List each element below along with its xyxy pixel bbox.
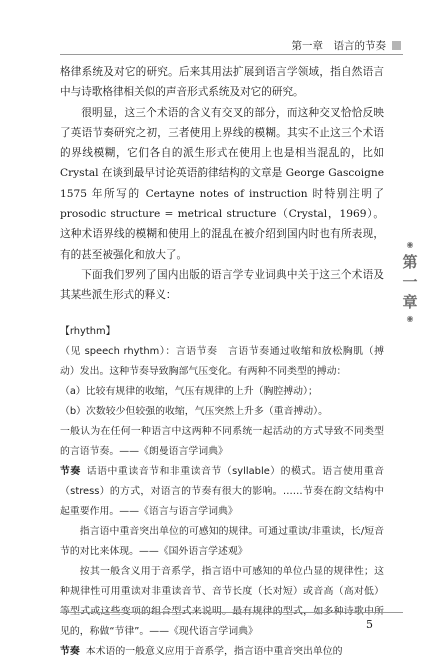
entry-definition-1: （见 speech rhythm）：言语节奏 言语节奏通过收缩和放松胸肌（搏动）发出。这种节奏导致胸部气压变化。有两种不同类型的搏动： — [60, 345, 384, 377]
footer-divider — [60, 612, 403, 613]
side-tab-top-dot-icon: ◉ — [406, 240, 414, 249]
dictionary-excerpt — [60, 322, 384, 662]
entry-definition-2-text: 话语中重读音节和非重读音节（syllable）的模式。语言使用重音（stress）的方式，对语言的节奏有很大的影响。……节奏在韵文结构中起重要作用。——《语言与语言学词典》 — [60, 465, 384, 517]
side-tab-char-1: 第 — [402, 253, 418, 271]
header-divider — [60, 54, 403, 55]
entry-definition-2 — [60, 462, 384, 522]
entry-definition-3: 指言语中重音突出单位的可感知的规律。可通过重读/非重读，长/短音节的对比来体现。——《国外语言学述观》 — [60, 525, 384, 557]
side-tab-char-3: 章 — [402, 293, 418, 311]
running-header — [292, 38, 402, 53]
page-number: 5 — [366, 618, 373, 631]
chapter-side-tab — [400, 238, 420, 326]
paragraph-3: 下面我们罗列了国内出版的语言学专业词典中关于这三个术语及其某些派生形式的释义： — [60, 268, 384, 302]
entry-term: 节奏 — [60, 465, 81, 477]
side-tab-char-2: 一 — [402, 273, 418, 291]
entry-definition-1b: （b）次数较少但较强的收缩，气压突然上升多（重音搏动）。 — [60, 405, 328, 417]
entry-term-2: 节奏 — [60, 645, 80, 657]
entry-definition-4: 按其一般含义用于音系学，指言语中可感知的单位凸显的规律性；这种规律性可用重读对非重读音节、音节长度（长对短）或音高（高对低） 见的，称做“节律”。——《现代语言学词典》 — [60, 565, 384, 637]
entry-definition-5-text: 本术语的一般意义应用于音系学，指言语中重音突出单位的 — [85, 645, 343, 657]
page-body — [60, 62, 384, 662]
header-square-icon — [392, 41, 401, 50]
entry-headword: 【rhythm】 — [60, 325, 116, 337]
side-tab-bottom-dot-icon: ◉ — [406, 314, 414, 323]
paragraph-2 — [60, 103, 384, 265]
entry-definition-1a: （a）比较有规律的收缩，气压有规律的上升（胸腔搏动）； — [60, 385, 318, 397]
running-title: 第一章 语言的节奏 — [291, 40, 386, 52]
entry-definition-1c: 一般认为在任何一种语言中这两种不同系统一起活动的方式导致不同类型的言语节奏。——《朗曼语言学词典》 — [60, 425, 384, 457]
paragraph-2-text: 很明显，这三个术语的含义有交叉的部分，而这种交叉恰恰反映了英语节奏研究之初，三者使用上界线的模糊。其实不止这三个术语的界线模糊，它们各自的派生形式在使用上也是相当混乱的，比如 Crystal 在谈到最早讨论英语韵律结构的文章是 George Gascoigne 1575 年所写的 Certayne notes of instruction 时特别注明了 prosodic structure = metrical structure（Crystal，1969）。这种术语界线的模糊和使用上的混乱在被介绍到国内时也有所表现，有的甚至被强化和放大了。 — [60, 106, 384, 261]
paragraph-1: 格律系统及对它的研究。后来其用法扩展到语言学领域，指自然语言中与诗歌格律相关似的声音形式系统及对它的研究。 — [60, 66, 384, 99]
